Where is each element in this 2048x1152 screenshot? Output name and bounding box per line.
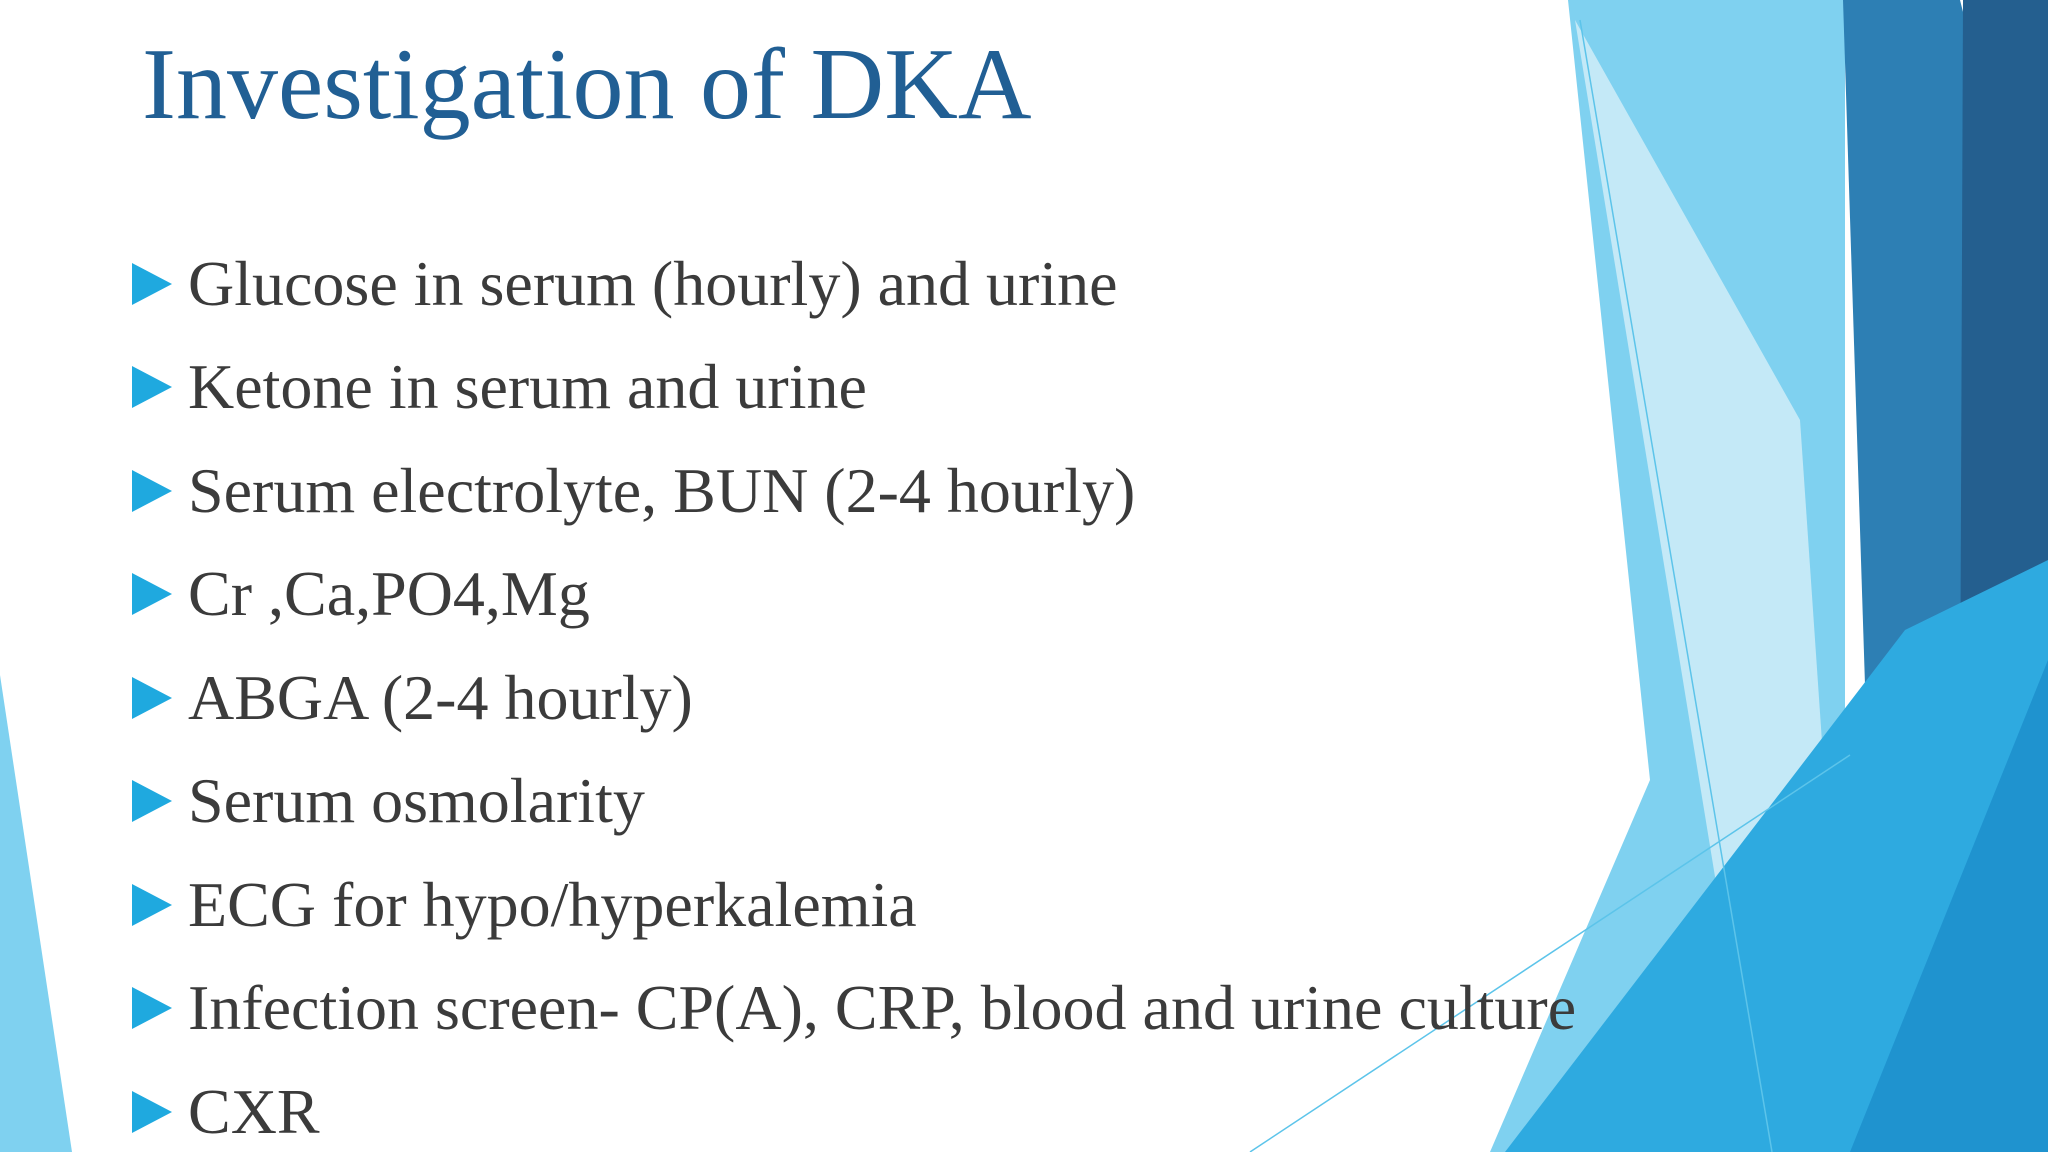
triangle-right-icon xyxy=(132,677,172,719)
bullet-text: ECG for hypo/hyperkalemia xyxy=(188,868,917,940)
bullet-item xyxy=(132,336,1576,440)
slide-title: Investigation of DKA xyxy=(142,28,1032,141)
bullet-item xyxy=(132,853,1576,957)
triangle-right-icon xyxy=(132,573,172,615)
triangle-right-icon xyxy=(132,884,172,926)
bullet-item xyxy=(132,1060,1576,1152)
bullet-item xyxy=(132,439,1576,543)
triangle-right-icon xyxy=(132,780,172,822)
bullet-item xyxy=(132,646,1576,750)
left-accent-shape xyxy=(0,675,72,1152)
bullet-item xyxy=(132,750,1576,854)
bullet-text: Serum osmolarity xyxy=(188,765,645,837)
bullet-text: Infection screen- CP(A), CRP, blood and urine culture xyxy=(188,972,1577,1044)
bullet-text: CXR xyxy=(188,1075,320,1147)
bullet-list xyxy=(132,232,1576,1152)
bullet-item xyxy=(132,232,1576,336)
bullet-text: Cr ,Ca,PO4,Mg xyxy=(188,558,590,630)
bullet-text: Glucose in serum (hourly) and urine xyxy=(188,247,1118,319)
triangle-right-icon xyxy=(132,470,172,512)
triangle-right-icon xyxy=(132,1091,172,1133)
triangle-right-icon xyxy=(132,987,172,1029)
triangle-right-icon xyxy=(132,366,172,408)
bullet-text: Serum electrolyte, BUN (2-4 hourly) xyxy=(188,454,1136,526)
triangle-right-icon xyxy=(132,263,172,305)
bullet-text: ABGA (2-4 hourly) xyxy=(188,661,693,733)
bullet-item xyxy=(132,957,1576,1061)
bullet-item xyxy=(132,543,1576,647)
bullet-text: Ketone in serum and urine xyxy=(188,351,867,423)
